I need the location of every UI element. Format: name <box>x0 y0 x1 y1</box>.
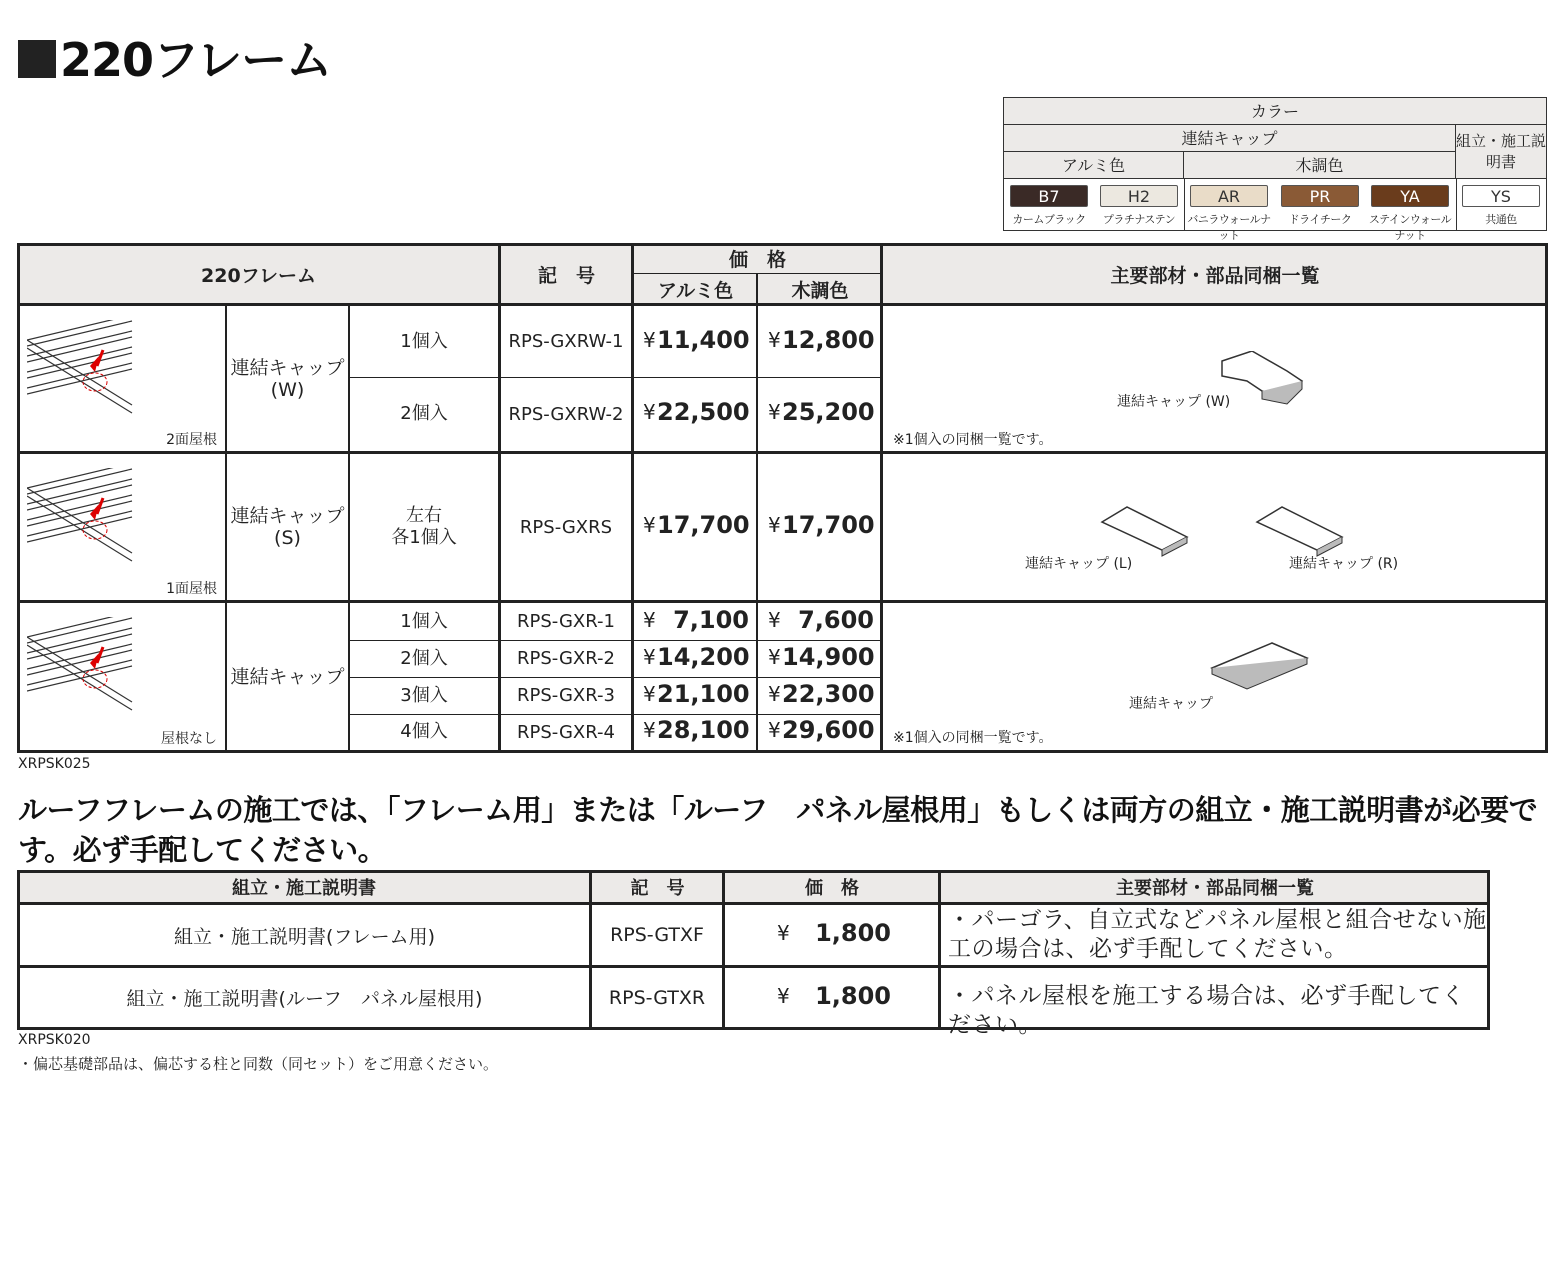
price-alumi: 28,100 <box>657 716 750 744</box>
color-name-b7: カームブラック <box>1012 213 1086 226</box>
yen-symbol: ¥ <box>643 327 656 352</box>
yen-symbol: ¥ <box>777 983 790 1008</box>
color-chip-pr: PR <box>1281 185 1359 207</box>
yen-symbol: ¥ <box>768 681 781 706</box>
page-title <box>18 30 331 90</box>
code-cell: RPS-GXR-4 <box>517 721 615 743</box>
header-price: 価 格 <box>728 249 786 271</box>
color-chip-ys: YS <box>1462 185 1540 207</box>
color-name-ar: バニラウォールナット <box>1187 213 1271 242</box>
quantity-cell: 1個入 <box>400 610 448 632</box>
yen-symbol: ¥ <box>643 607 656 632</box>
price-alumi: 7,100 <box>673 605 749 634</box>
yen-symbol: ¥ <box>643 513 656 537</box>
quantity-cell: 1個入 <box>400 330 448 352</box>
price-wood: 7,600 <box>798 605 874 634</box>
notice-text: ルーフフレームの施工では、「フレーム用」または「ルーフ パネル屋根用」もしくは両方の組立・施工説明書が必要です。必ず手配してください。 <box>18 793 1538 867</box>
manual-name: 組立・施工説明書(ルーフ パネル屋根用) <box>126 988 483 1010</box>
color-name-ys: 共通色 <box>1485 213 1517 226</box>
manual-header-parts: 主要部材・部品同梱一覧 <box>1116 878 1314 899</box>
square-bullet-icon <box>18 40 56 78</box>
product-name: 連結キャップ (S) <box>230 505 345 549</box>
header-parts: 主要部材・部品同梱一覧 <box>1110 264 1320 287</box>
price-wood: 22,300 <box>782 679 875 708</box>
code-cell: RPS-GXRW-2 <box>508 403 624 425</box>
part-label: 連結キャップ (W) <box>1117 394 1231 410</box>
main-footnote-code: XRPSK025 <box>18 756 91 772</box>
manual-name: 組立・施工説明書(フレーム用) <box>173 925 436 948</box>
price-alumi: 17,700 <box>657 511 750 539</box>
main-table <box>17 243 1548 753</box>
part-label: 連結キャップ (L) <box>1025 556 1133 572</box>
yen-symbol: ¥ <box>777 921 790 945</box>
table-rule <box>17 243 20 753</box>
roof-diagram-icon <box>27 617 147 727</box>
title-text: 220フレーム <box>60 33 332 87</box>
alumi-color-header: アルミ色 <box>1004 152 1184 179</box>
color-name-ya: ステインウォールナット <box>1368 213 1452 242</box>
table-rule <box>1545 243 1548 753</box>
header-code: 記 号 <box>537 264 595 287</box>
manual-code: RPS-GTXR <box>608 986 706 1009</box>
part-label: 連結キャップ <box>1129 696 1213 712</box>
wood-color-header: 木調色 <box>1184 152 1456 179</box>
color-chip-h2: H2 <box>1100 185 1178 207</box>
cap-part-icon <box>1207 638 1317 698</box>
code-cell: RPS-GXR-3 <box>517 685 615 706</box>
color-chip-b7: B7 <box>1010 185 1088 207</box>
quantity-cell: 2個入 <box>400 647 448 669</box>
price-alumi: 21,100 <box>657 679 750 708</box>
manual-note: ・パネル屋根を施工する場合は、必ず手配してください。 <box>948 983 1465 1038</box>
table-rule <box>17 243 1548 246</box>
color-name-h2: プラチナステン <box>1102 213 1176 226</box>
manual-footnote-code: XRPSK020 <box>18 1032 91 1048</box>
header-alumi: アルミ色 <box>657 280 734 302</box>
price-wood: 29,600 <box>782 716 875 744</box>
price-alumi: 22,500 <box>657 398 750 426</box>
manual-price: 1,800 <box>815 919 891 947</box>
price-wood: 12,800 <box>782 325 875 354</box>
quantity-cell: 4個入 <box>400 721 448 742</box>
manual-code: RPS-GTXF <box>610 924 704 946</box>
yen-symbol: ¥ <box>768 400 781 424</box>
table-rule <box>722 870 725 1030</box>
yen-symbol: ¥ <box>643 644 656 669</box>
part-note: ※1個入の同梱一覧です。 <box>893 432 1053 448</box>
quantity-cell: 左右 各1個入 <box>391 505 457 548</box>
quantity-cell: 2個入 <box>400 403 448 424</box>
color-chip-ar: AR <box>1190 185 1268 207</box>
roof-type-label: 屋根なし <box>161 731 217 747</box>
code-cell: RPS-GXR-2 <box>517 648 615 669</box>
yen-symbol: ¥ <box>643 400 656 424</box>
table-rule <box>17 750 1548 753</box>
quantity-cell: 3個入 <box>400 684 448 706</box>
manual-footnote: ・偏芯基礎部品は、偏芯する柱と同数（同セット）をご用意ください。 <box>18 1055 499 1073</box>
manual-header-price: 価 格 <box>805 878 859 899</box>
part-label: 連結キャップ (R) <box>1289 556 1399 572</box>
roof-diagram-icon <box>27 468 147 578</box>
price-wood: 17,700 <box>782 511 875 539</box>
table-rule <box>17 870 1490 873</box>
yen-symbol: ¥ <box>643 718 656 742</box>
yen-symbol: ¥ <box>768 644 781 669</box>
yen-symbol: ¥ <box>643 681 656 706</box>
manual-header-code: 記 号 <box>630 878 685 899</box>
code-cell: RPS-GXRW-1 <box>508 331 624 352</box>
color-header: カラー <box>1004 98 1546 125</box>
price-alumi: 11,400 <box>657 325 750 354</box>
header-wood: 木調色 <box>791 280 849 302</box>
product-name: 連結キャップ (W) <box>230 356 345 401</box>
yen-symbol: ¥ <box>768 718 781 742</box>
yen-symbol: ¥ <box>768 513 781 537</box>
color-table <box>1003 97 1547 242</box>
manual-header-name: 組立・施工説明書 <box>232 878 376 899</box>
manual-table <box>17 870 1490 1038</box>
color-name-pr: ドライチーク <box>1288 213 1352 226</box>
header-product: 220フレーム <box>201 264 316 287</box>
yen-symbol: ¥ <box>768 327 781 352</box>
yen-symbol: ¥ <box>768 607 781 632</box>
code-cell: RPS-GXR-1 <box>517 611 615 632</box>
roof-type-label: 1面屋根 <box>166 581 217 597</box>
color-chip-ya: YA <box>1371 185 1449 207</box>
product-name: 連結キャップ <box>230 665 345 688</box>
cap-color-header: 連結キャップ <box>1004 125 1456 152</box>
price-alumi: 14,200 <box>657 642 750 671</box>
price-wood: 14,900 <box>782 642 875 671</box>
roof-diagram-icon <box>27 320 147 430</box>
manual-color-header: 組立・施工説明書 <box>1456 125 1546 179</box>
part-note: ※1個入の同梱一覧です。 <box>893 730 1053 746</box>
table-rule <box>756 273 758 753</box>
table-rule <box>938 870 941 1030</box>
code-cell: RPS-GXRS <box>519 516 613 538</box>
roof-type-label: 2面屋根 <box>166 432 217 448</box>
manual-note: ・パーゴラ、自立式などパネル屋根と組合せない施工の場合は、必ず手配してください。 <box>948 907 1487 962</box>
price-wood: 25,200 <box>782 398 875 426</box>
manual-price: 1,800 <box>815 981 891 1010</box>
